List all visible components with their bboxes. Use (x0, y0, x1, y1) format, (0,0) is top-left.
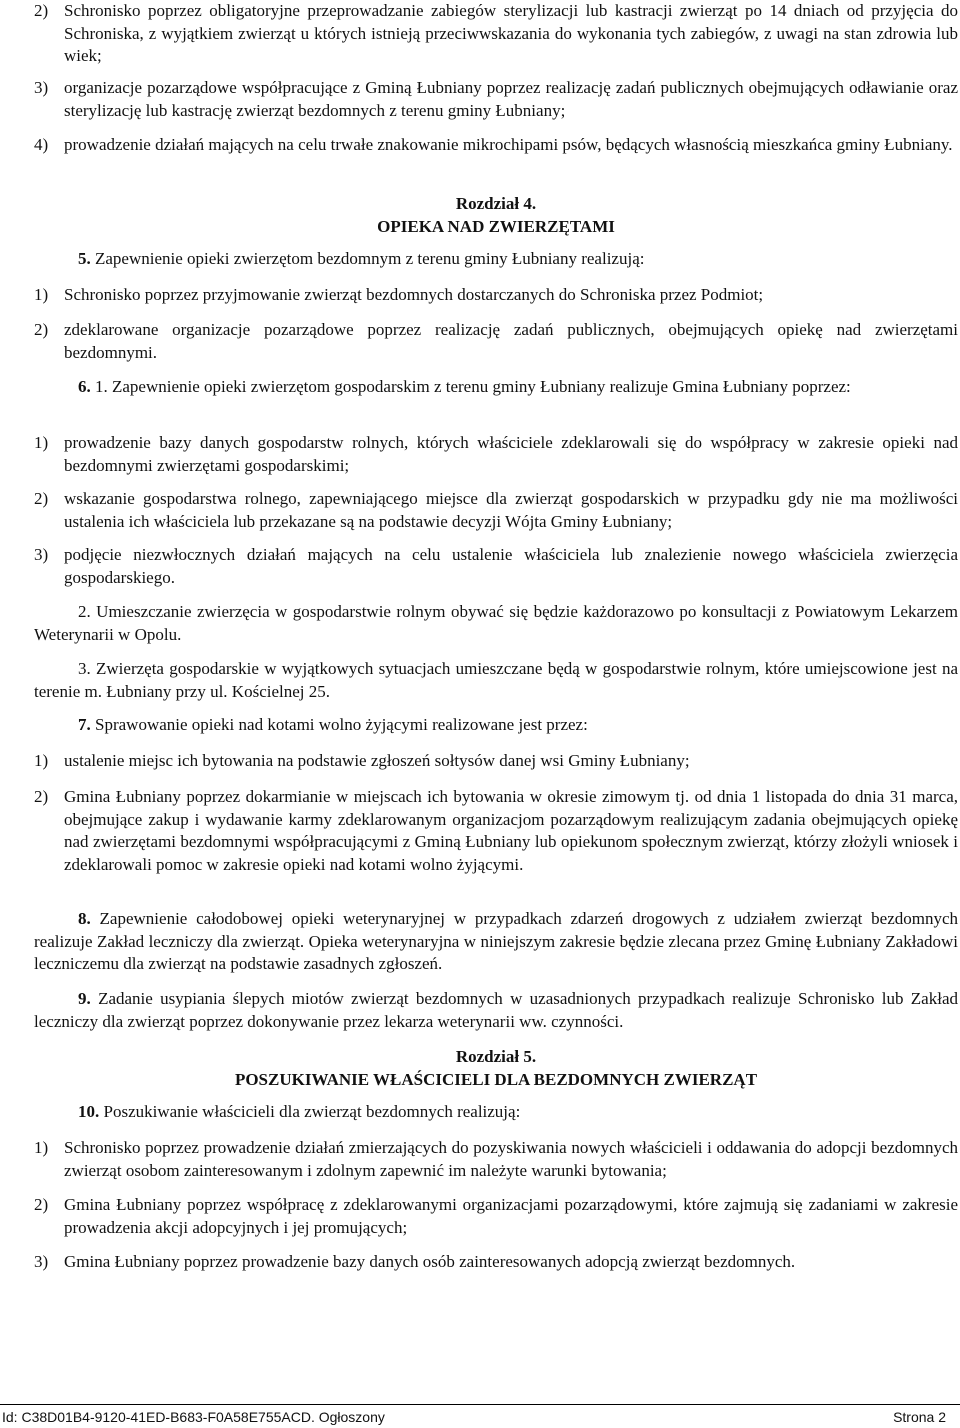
section-9: 9. Zadanie usypiania ślepych miotów zwierząt bezdomnych w uzasadnionych przypadkach realizuje Schronisko lub Zakład leczniczy dla zwierząt poprzez dokonywanie przez lekarza weterynarii ww. czynności. (34, 989, 958, 1031)
list-item: 3) organizacje pozarządowe współpracujące z Gminą Łubniany poprzez realizację zadań publicznych obejmujących odławianie oraz sterylizację lub kastrację zwierząt bezdomnych z terenu gminy Łubniany; (34, 78, 958, 120)
footer-page-number: Strona 2 (893, 1409, 946, 1425)
list-item: 4) prowadzenie działań mających na celu trwałe znakowanie mikrochipami psów, będących własnością mieszkańca gminy Łubniany. (34, 135, 953, 154)
list-item: 1) ustalenie miejsc ich bytowania na podstawie zgłoszeń sołtysów danej wsi Gminy Łubniany; (34, 751, 690, 770)
section-5: 5. Zapewnienie opieki zwierzętom bezdomnym z terenu gminy Łubniany realizują: (78, 249, 645, 268)
list-item: 1) Schronisko poprzez prowadzenie działań zmierzających do pozyskiwania nowych właścicieli i oddawania do adopcji bezdomnych zwierząt osobom zainteresowanym i zdolnym zapewnić im należyte warunki bytowania; (34, 1138, 958, 1180)
list-item: 1) prowadzenie bazy danych gospodarstw rolnych, których właściciele zdeklarowali się do współpracy w zakresie opieki nad bezdomnymi zwierzętami gospodarskimi; (34, 433, 958, 475)
list-item: 2) zdeklarowane organizacje pozarządowe poprzez realizację zadań publicznych, obejmujących opiekę nad zwierzętami bezdomnymi. (34, 320, 958, 362)
section-6-paragraph-3: 3. Zwierzęta gospodarskie w wyjątkowych sytuacjach umieszczane będą w gospodarstwie rolnym, które umiejscowione jest na terenie m. Łubniany przy ul. Kościelnej 25. (34, 659, 958, 701)
footer-divider (0, 1404, 960, 1405)
chapter-5-label: Rozdział 5. (455, 1047, 537, 1066)
list-item: 3) podjęcie niezwłocznych działań mających na celu ustalenie właściciela lub znalezienie nowego właściciela zwierzęcia gospodarskiego. (34, 545, 958, 587)
footer-document-id: Id: C38D01B4-9120-41ED-B683-F0A58E755ACD. Ogłoszony (2, 1409, 385, 1425)
list-item: 2) Schronisko poprzez obligatoryjne przeprowadzanie zabiegów sterylizacji lub kastracji zwierząt po 14 dniach od przyjęcia do Schroniska, z wyjątkiem zwierząt u których istnieją przeciwwskazania do wykonania tych zabiegów, z uwagi na stan zdrowia lub wiek; (34, 1, 958, 65)
section-6-paragraph-2: 2. Umieszczanie zwierzęcia w gospodarstwie rolnym obywać się będzie każdorazowo po konsultacji z Powiatowym Lekarzem Weterynarii w Opolu. (34, 602, 958, 644)
chapter-4-label: Rozdział 4. (455, 194, 537, 213)
section-7: 7. Sprawowanie opieki nad kotami wolno żyjącymi realizowane jest przez: (78, 715, 588, 734)
list-item: 3) Gmina Łubniany poprzez prowadzenie bazy danych osób zainteresowanych adopcją zwierząt bezdomnych. (34, 1252, 796, 1271)
list-item: 2) wskazanie gospodarstwa rolnego, zapewniającego miejsce dla zwierząt gospodarskich w przypadku gdy nie ma możliwości ustalenia ich właściciela lub przekazane są na podstawie decyzji Wójta Gminy Łubniany; (34, 489, 958, 531)
chapter-4-title: OPIEKA NAD ZWIERZĘTAMI (377, 217, 615, 236)
list-item: 1) Schronisko poprzez przyjmowanie zwierząt bezdomnych dostarczanych do Schroniska przez Podmiot; (34, 285, 764, 304)
section-10: 10. Poszukiwanie właścicieli dla zwierząt bezdomnych realizują: (78, 1102, 521, 1121)
chapter-5-title: POSZUKIWANIE WŁAŚCICIELI DLA BEZDOMNYCH ZWIERZĄT (234, 1070, 758, 1089)
list-item: 2) Gmina Łubniany poprzez współpracę z zdeklarowanymi organizacjami pozarządowymi, które zajmują się zadaniami w zakresie prowadzenia akcji adopcyjnych i jej promujących; (34, 1195, 958, 1237)
list-item: 2) Gmina Łubniany poprzez dokarmianie w miejscach ich bytowania w okresie zimowym tj. od dnia 1 listopada do dnia 31 marca, obejmujące zakup i wydawanie karmy zdeklarowanym organizacjom pozarządowym realizującym zadania obejmujących opiekę nad zwierzętami bezdomnymi współpracującymi z Gminą Łubniany lub opiekunom społecznym zwierząt, którzy złożyli wniosek i zdeklarowali pomoc w zakresie opieki nad kotami wolno żyjącymi. (34, 787, 958, 874)
section-6: 6. 1. Zapewnienie opieki zwierzętom gospodarskim z terenu gminy Łubniany realizuje Gmina Łubniany poprzez: (78, 377, 851, 396)
section-8: 8. Zapewnienie całodobowej opieki weterynaryjnej w przypadkach zdarzeń drogowych z udziałem zwierząt bezdomnych realizuje Zakład leczniczy dla zwierząt. Opieka weterynaryjna w niniejszym zakresie będzie zlecana przez Gminę Łubniany Zakładowi leczniczemu dla zwierząt na podstawie zasadnych zgłoszeń. (34, 909, 959, 973)
